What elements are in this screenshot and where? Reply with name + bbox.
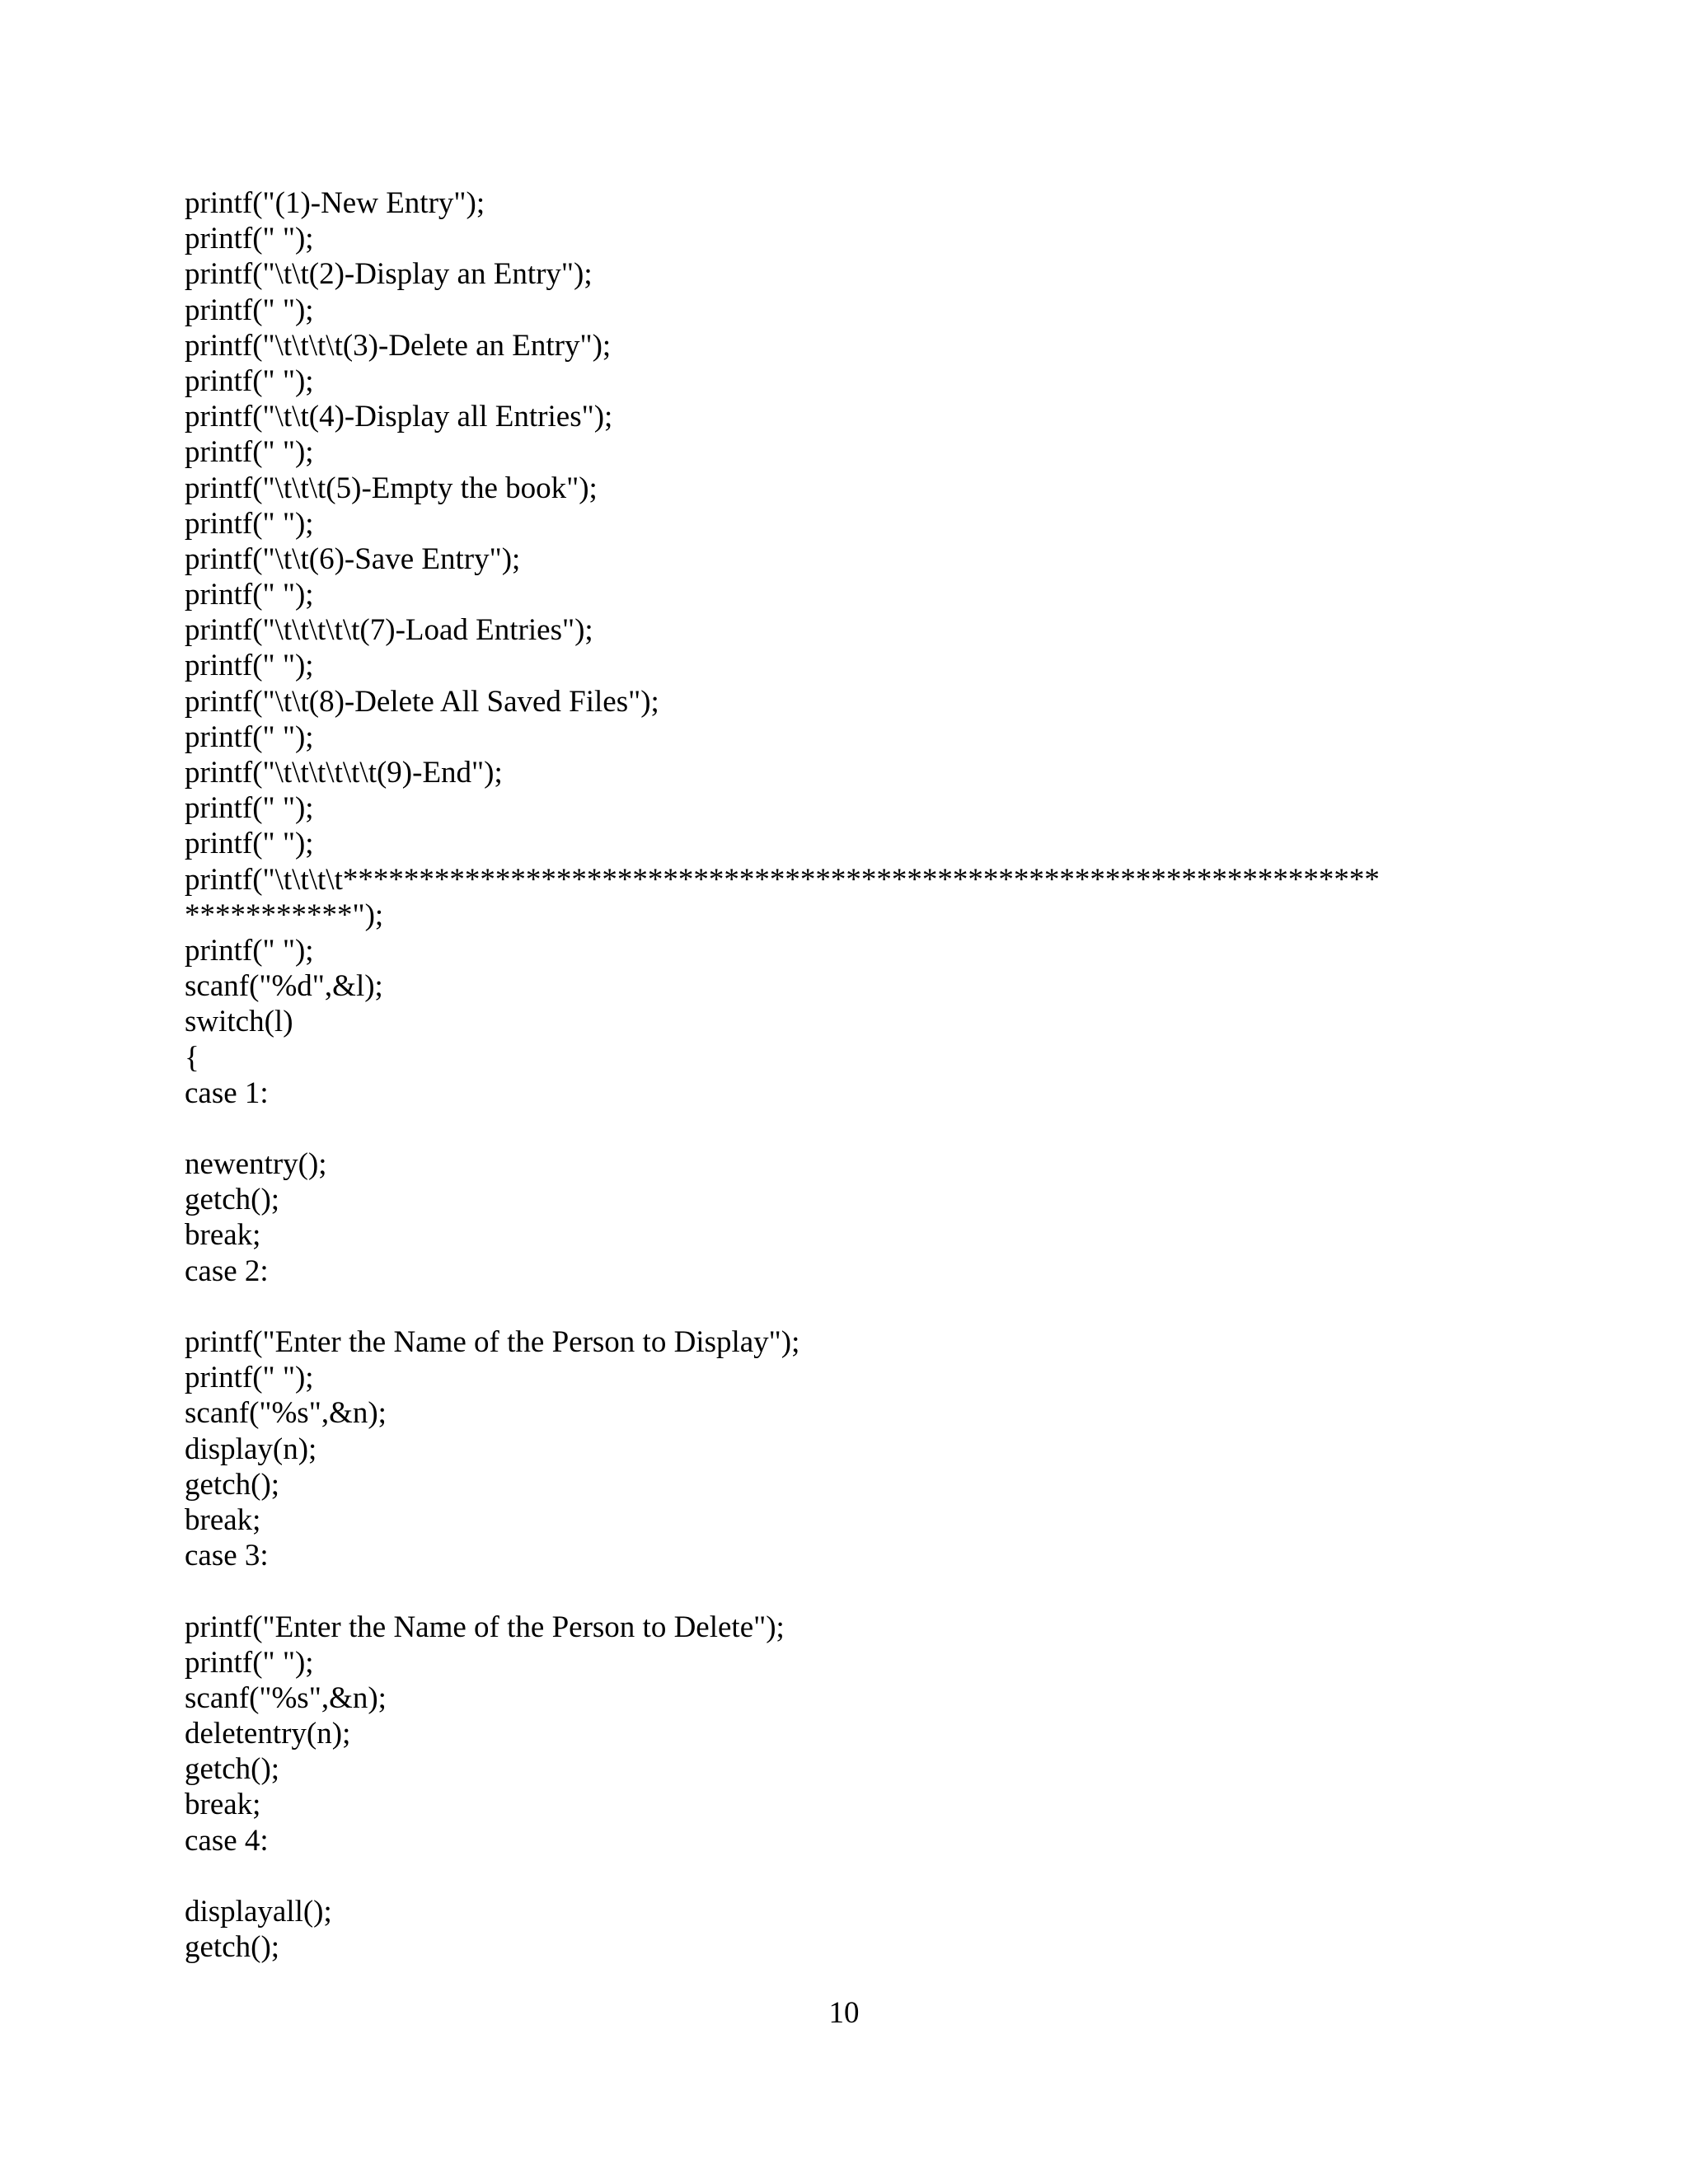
code-line: printf("\t\t(6)-Save Entry");: [185, 541, 521, 576]
code-line: break;: [185, 1788, 261, 1822]
code-line: printf(" ");: [185, 719, 314, 754]
page-number: 10: [828, 1996, 860, 2030]
code-line: printf("Enter the Name of the Person to Display");: [185, 1325, 800, 1359]
code-line: getch();: [185, 1752, 280, 1787]
code-line: printf(" ");: [185, 506, 314, 541]
code-line: printf("\t\t\t\t********************************************************************: [185, 862, 1380, 897]
code-line-blank: [185, 1573, 1503, 1609]
code-line-blank: [185, 1289, 1503, 1324]
code-line: scanf("%s",&n);: [185, 1680, 387, 1715]
code-line: break;: [185, 1218, 261, 1253]
code-line-blank: [185, 1111, 1503, 1146]
code-line: printf(" ");: [185, 293, 314, 327]
code-line: printf("\t\t\t\t\t\t(9)-End");: [185, 756, 503, 790]
code-line: break;: [185, 1502, 261, 1537]
code-line: printf(" ");: [185, 827, 314, 861]
code-line: {: [185, 1040, 199, 1075]
code-line: printf(" ");: [185, 578, 314, 612]
code-line: printf("\t\t\t\t\t(7)-Load Entries");: [185, 613, 593, 648]
code-line: display(n);: [185, 1432, 317, 1466]
code-line: getch();: [185, 1467, 280, 1502]
code-line: printf(" ");: [185, 933, 314, 968]
code-line: case 4:: [185, 1823, 269, 1858]
code-line: ***********");: [185, 898, 384, 932]
code-line: newentry();: [185, 1147, 327, 1182]
code-line: case 1:: [185, 1076, 269, 1110]
code-listing: [185, 185, 1503, 1965]
code-line: printf(" ");: [185, 435, 314, 470]
code-line: scanf("%d",&l);: [185, 969, 383, 1004]
code-line: printf(" ");: [185, 222, 314, 256]
code-line: deletentry(n);: [185, 1717, 351, 1751]
code-line-blank: [185, 1858, 1503, 1894]
code-line: printf("\t\t(2)-Display an Entry");: [185, 257, 593, 292]
code-line: printf(" ");: [185, 791, 314, 826]
code-line: scanf("%s",&n);: [185, 1396, 387, 1431]
code-line: getch();: [185, 1930, 280, 1965]
code-line: printf(" ");: [185, 1645, 314, 1680]
code-line: printf("\t\t\t\t(3)-Delete an Entry");: [185, 328, 612, 363]
code-line: printf("\t\t(4)-Display all Entries");: [185, 400, 613, 434]
code-line: printf(" ");: [185, 1361, 314, 1395]
code-line: printf("(1)-New Entry");: [185, 186, 485, 220]
code-line: printf(" ");: [185, 363, 314, 398]
code-line: printf("\t\t\t(5)-Empty the book");: [185, 471, 598, 505]
code-line: getch();: [185, 1183, 280, 1217]
code-line: printf("\t\t(8)-Delete All Saved Files");: [185, 684, 659, 719]
code-line: case 3:: [185, 1539, 269, 1573]
code-line: case 2:: [185, 1254, 269, 1288]
code-line: printf("Enter the Name of the Person to Delete");: [185, 1610, 785, 1644]
code-line: displayall();: [185, 1895, 332, 1929]
code-line: printf(" ");: [185, 649, 314, 683]
code-line: switch(l): [185, 1005, 293, 1039]
